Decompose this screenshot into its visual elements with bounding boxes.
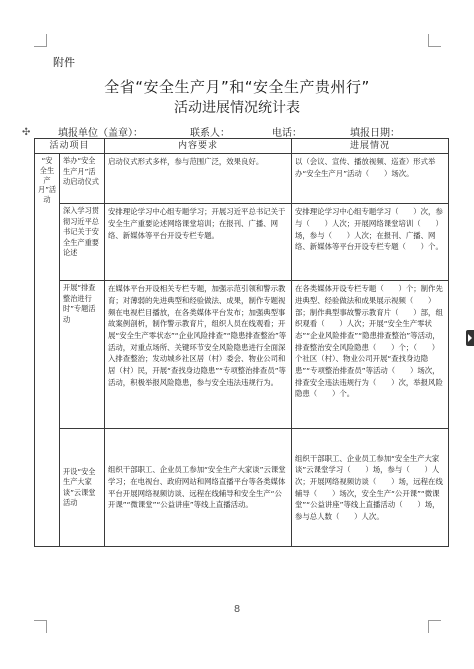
statistics-table [34,138,449,547]
table-row [35,154,449,204]
row-item-cell: 开展“排查整治进行时”专题活动 [60,281,105,429]
crop-mark-top-right [428,34,441,47]
row-item-cell: 举办“安全生产月”活动启动仪式 [60,154,105,204]
crop-mark-top-left [34,34,47,47]
phone-label: 电话： [272,128,302,139]
header-progress: 进展情况 [292,139,449,154]
row-progress-cell: 以（会议、宣传、播放视频、巡查）形式举办“安全生产月”活动（ ）场次。 [292,154,449,204]
category-cell: “安全生产月”活动 [35,154,60,547]
document-title: 全省“安全生产月”和“安全生产贵州行” [104,78,370,96]
row-content-cell: 组织干部职工、企业员工参加“安全生产大家谈”云课堂学习；在电视台、政府网站和网络直播平台等各类媒体平台开展网络视频访谈、远程在线辅导和安全生产“公开课”“微课堂”“公益讲座”等线上直播活动。 [105,429,292,547]
table-move-handle-icon[interactable]: ✣ [22,127,31,138]
crop-mark-bottom-right [428,620,441,633]
document-subtitle: 活动进展情况统计表 [174,100,300,116]
row-content-cell: 在媒体平台开设相关专栏专题，加强示范引领和警示教育；对薄弱的先进典型和经验做法、成果，制作专题视频在电视栏目播放，在各类媒体平台发布；加强典型事故案例剖析，制作警示教育片，组织人员在线观看；开展“安全生产零状态”“企业风险排查”“隐患排查整治”等活动，对重点场所、关键环节安全风险隐患进行全面深入排查整治；发动城乡社区居（村）委会、物业公司和居（村）民，开展“查找身边隐患”“专项整治排查员”等活动，积极举报风险隐患，参与安全违法违规行为。 [105,281,292,429]
date-label: 填报日期： [350,128,400,139]
side-expand-arrow-icon[interactable] [466,330,474,346]
header-activity-item: 活动项目 [35,139,105,154]
page-number: 8 [233,604,241,615]
row-progress-cell: 组织干部职工、企业员工参加“安全生产大家谈”云课堂学习（ ）场，参与（ ）人次；开展网络视频访谈（ ）场，远程在线辅导（ ）场次，安全生产“公开课”“微课堂”“公益讲座”等线上直播活动（ ）场，参与总人数（ ）人次。 [292,429,449,547]
table-row [35,204,449,281]
table-row [35,281,449,429]
row-content-cell: 安排理论学习中心组专题学习；开展习近平总书记关于安全生产重要论述网络课堂培训；在报刊、广播、网络、新媒体等平台开设专栏专题。 [105,204,292,281]
row-progress-cell: 安排理论学习中心组专题学习（ ）次，参与（ ）人次；开展网络课堂培训（ ）场，参与（ ）人次；在报刊、广播、网络、新媒体等平台开设专栏专题（ ）个。 [292,204,449,281]
row-content-cell: 启动仪式形式多样，参与范围广泛，效果良好。 [105,154,292,204]
contact-label: 联系人： [190,128,230,139]
unit-label: 填报单位（盖章）： [58,128,143,139]
table-header-row [35,139,449,154]
row-item-cell: 开设“安全生产大家谈”云课堂活动 [60,429,105,547]
row-item-cell: 深入学习贯彻习近平总书记关于安全生产重要论述 [60,204,105,281]
row-progress-cell: 在各类媒体开设专栏专题（ ）个；制作先进典型、经验做法和成果展示视频（ ）部；制作典型事故警示教育片（ ）部，组织观看（ ）人次；开展“安全生产零状态”“企业风险排查”“隐患排查整治”等活动，排查整治安全风险隐患（ ）个；（ ）个社区（村）、物业公司开展“查找身边隐患”“专项整治排查员”等活动（ ）场次，排查安全违法违规行为（ ）次，举报风险隐患（ ）个。 [292,281,449,429]
crop-mark-bottom-left [34,620,47,633]
table-row [35,429,449,547]
attachment-label: 附件 [53,56,75,69]
header-content-requirement: 内容要求 [105,139,292,154]
